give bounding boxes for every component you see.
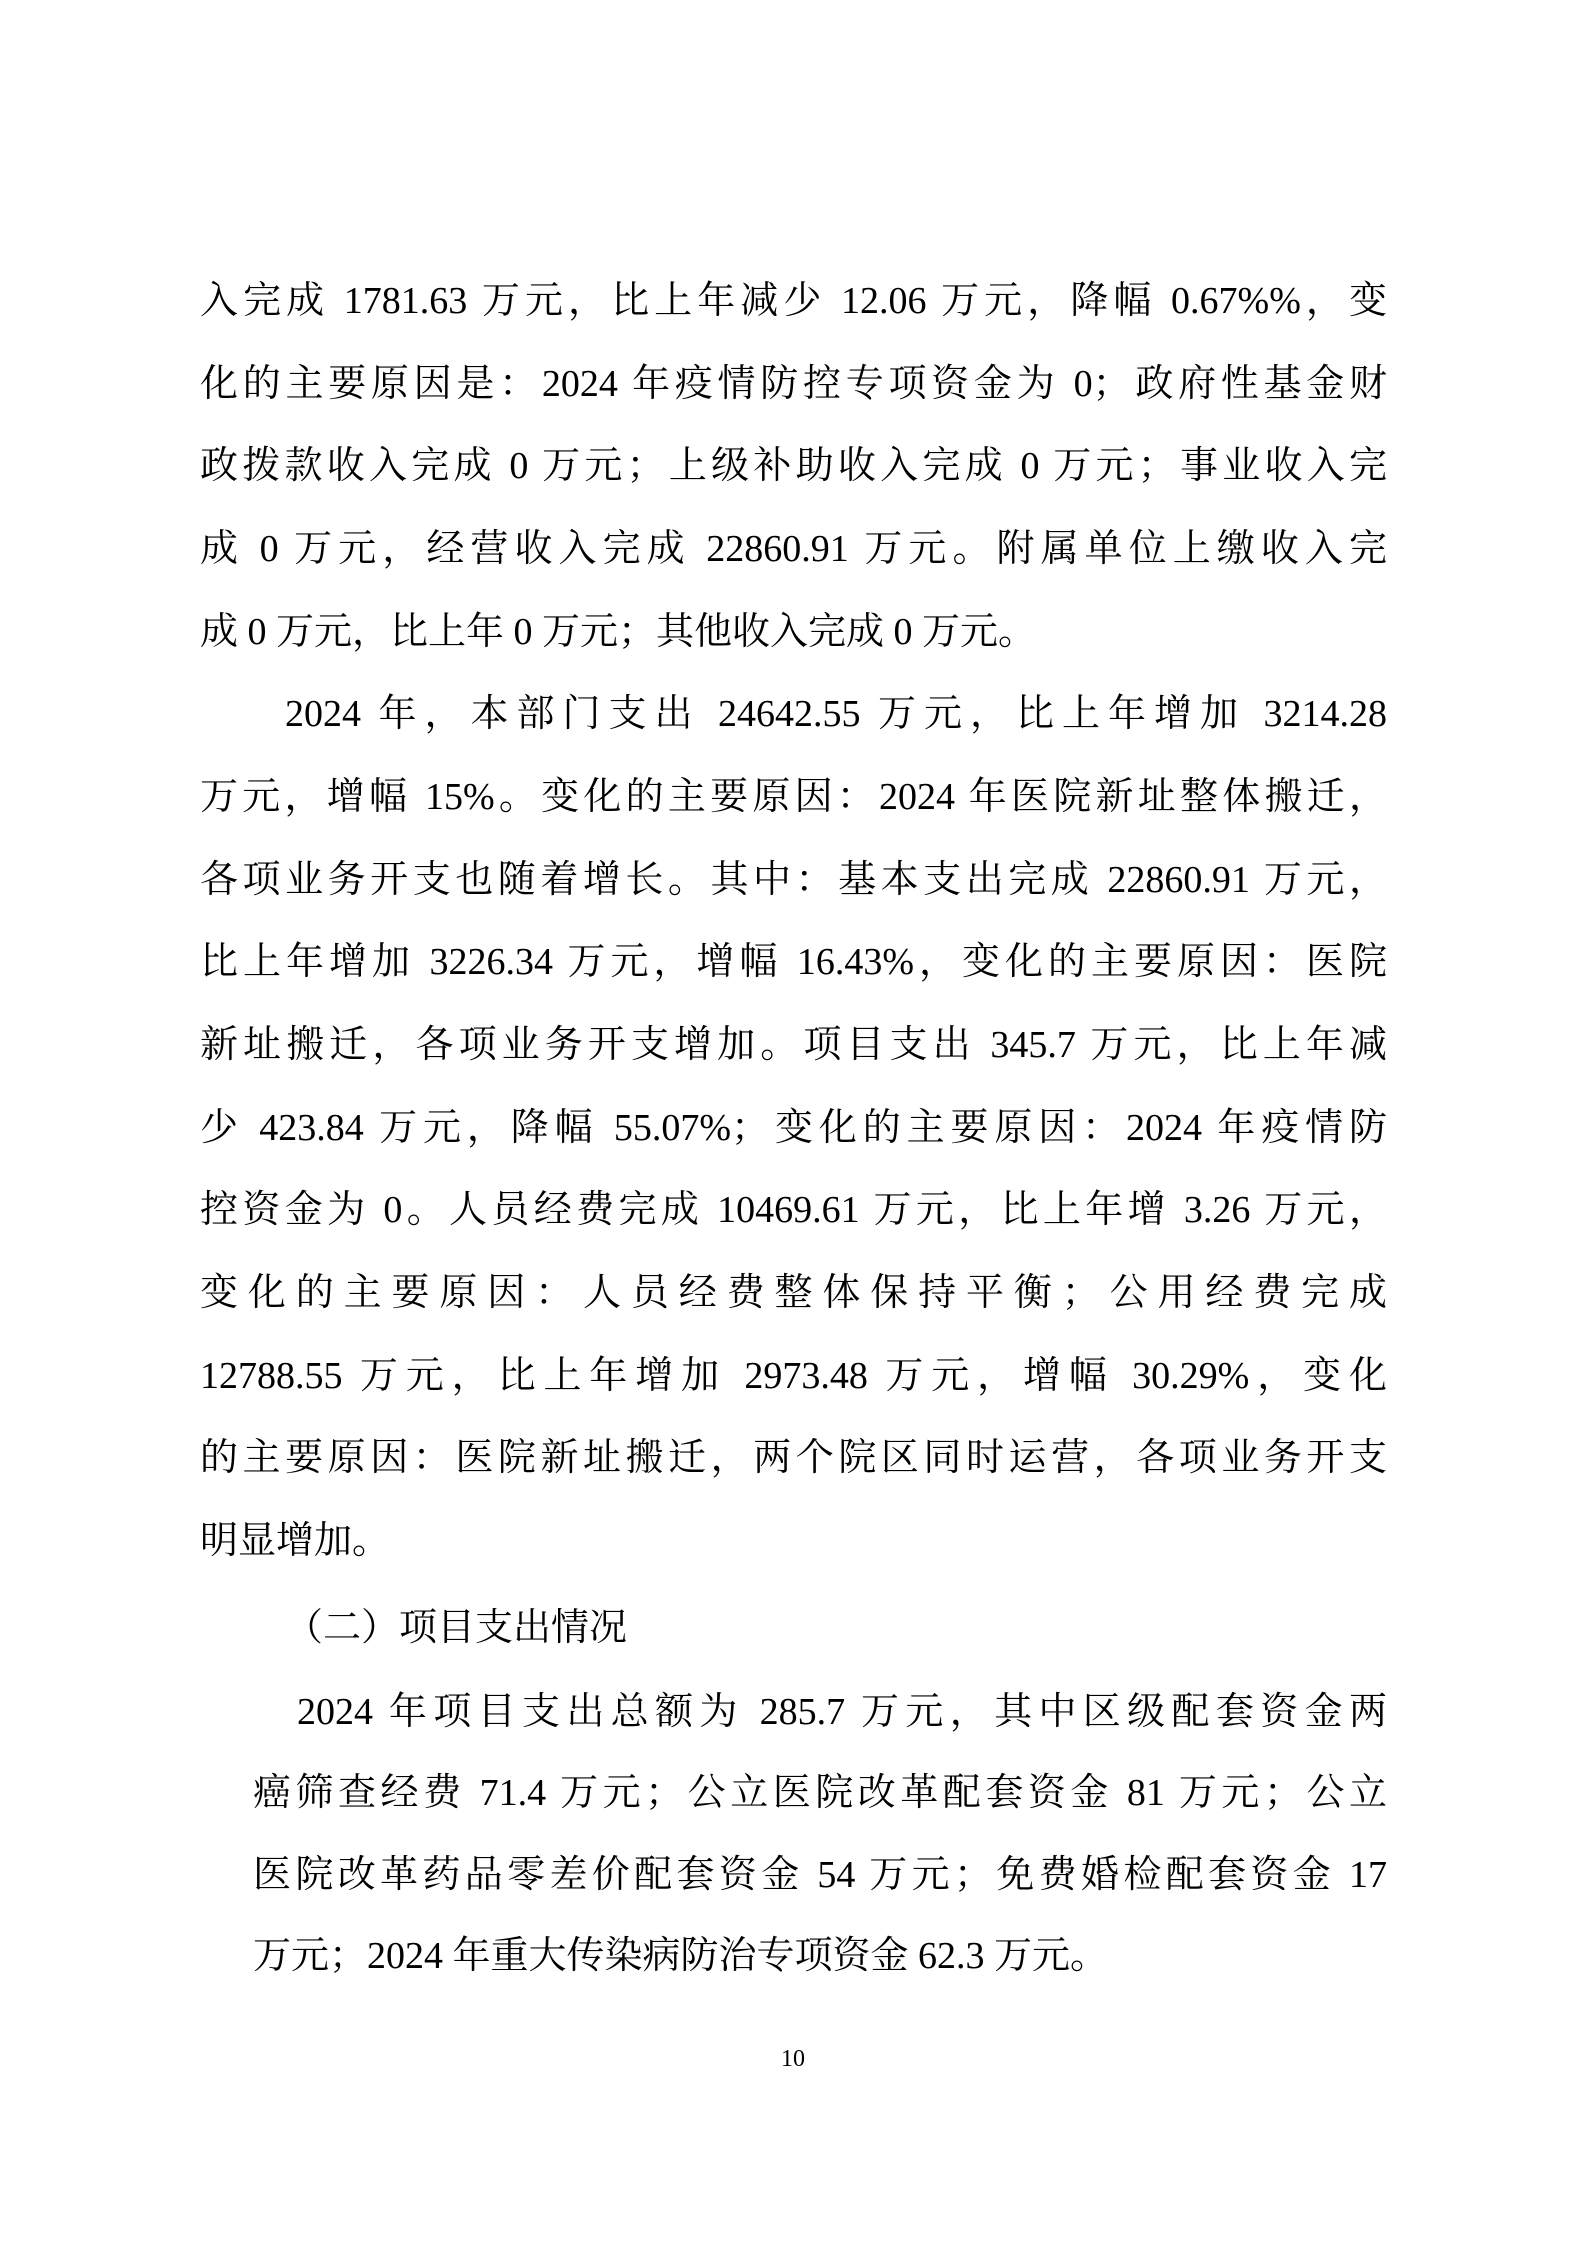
text-line: 变化的主要原因：人员经费整体保持平衡；公用经费完成 [200,1272,1387,1314]
text-line: 2024 年，本部门支出 24642.55 万元，比上年增加 3214.28 [285,693,1387,735]
text-line: 控资金为 0。人员经费完成 10469.61 万元，比上年增 3.26 万元， [200,1189,1387,1231]
text-line: 12788.55 万元，比上年增加 2973.48 万元，增幅 30.29%，变化 [200,1355,1387,1397]
text-line: 入完成 1781.63 万元，比上年减少 12.06 万元，降幅 0.67%%，变 [200,280,1387,322]
text-line: 政拨款收入完成 0 万元；上级补助收入完成 0 万元；事业收入完 [200,445,1387,487]
text-line: 化的主要原因是：2024 年疫情防控专项资金为 0；政府性基金财 [200,363,1387,405]
section-heading: （二）项目支出情况 [285,1607,628,1649]
text-line: 少 423.84 万元，降幅 55.07%；变化的主要原因：2024 年疫情防 [200,1107,1388,1149]
text-line: 癌筛查经费 71.4 万元；公立医院改革配套资金 81 万元；公立 [253,1772,1387,1814]
page-number: 10 [781,2046,805,2072]
text-line: 万元；2024 年重大传染病防治专项资金 62.3 万元。 [253,1935,1109,1977]
text-line: 2024 年项目支出总额为 285.7 万元，其中区级配套资金两 [297,1691,1387,1733]
text-line: 新址搬迁，各项业务开支增加。项目支出 345.7 万元，比上年减 [200,1024,1387,1066]
text-line: 比上年增加 3226.34 万元，增幅 16.43%，变化的主要原因：医院 [200,941,1387,983]
text-line: 医院改革药品零差价配套资金 54 万元；免费婚检配套资金 17 [253,1854,1387,1896]
text-line: 成 0 万元，经营收入完成 22860.91 万元。附属单位上缴收入完 [200,528,1387,570]
text-line: 各项业务开支也随着增长。其中：基本支出完成 22860.91 万元， [200,859,1387,901]
text-line: 的主要原因：医院新址搬迁，两个院区同时运营，各项业务开支 [200,1437,1387,1479]
text-line: 万元，增幅 15%。变化的主要原因：2024 年医院新址整体搬迁， [200,776,1387,818]
text-line: 明显增加。 [200,1520,391,1562]
text-line: 成 0 万元，比上年 0 万元；其他收入完成 0 万元。 [200,611,1037,653]
